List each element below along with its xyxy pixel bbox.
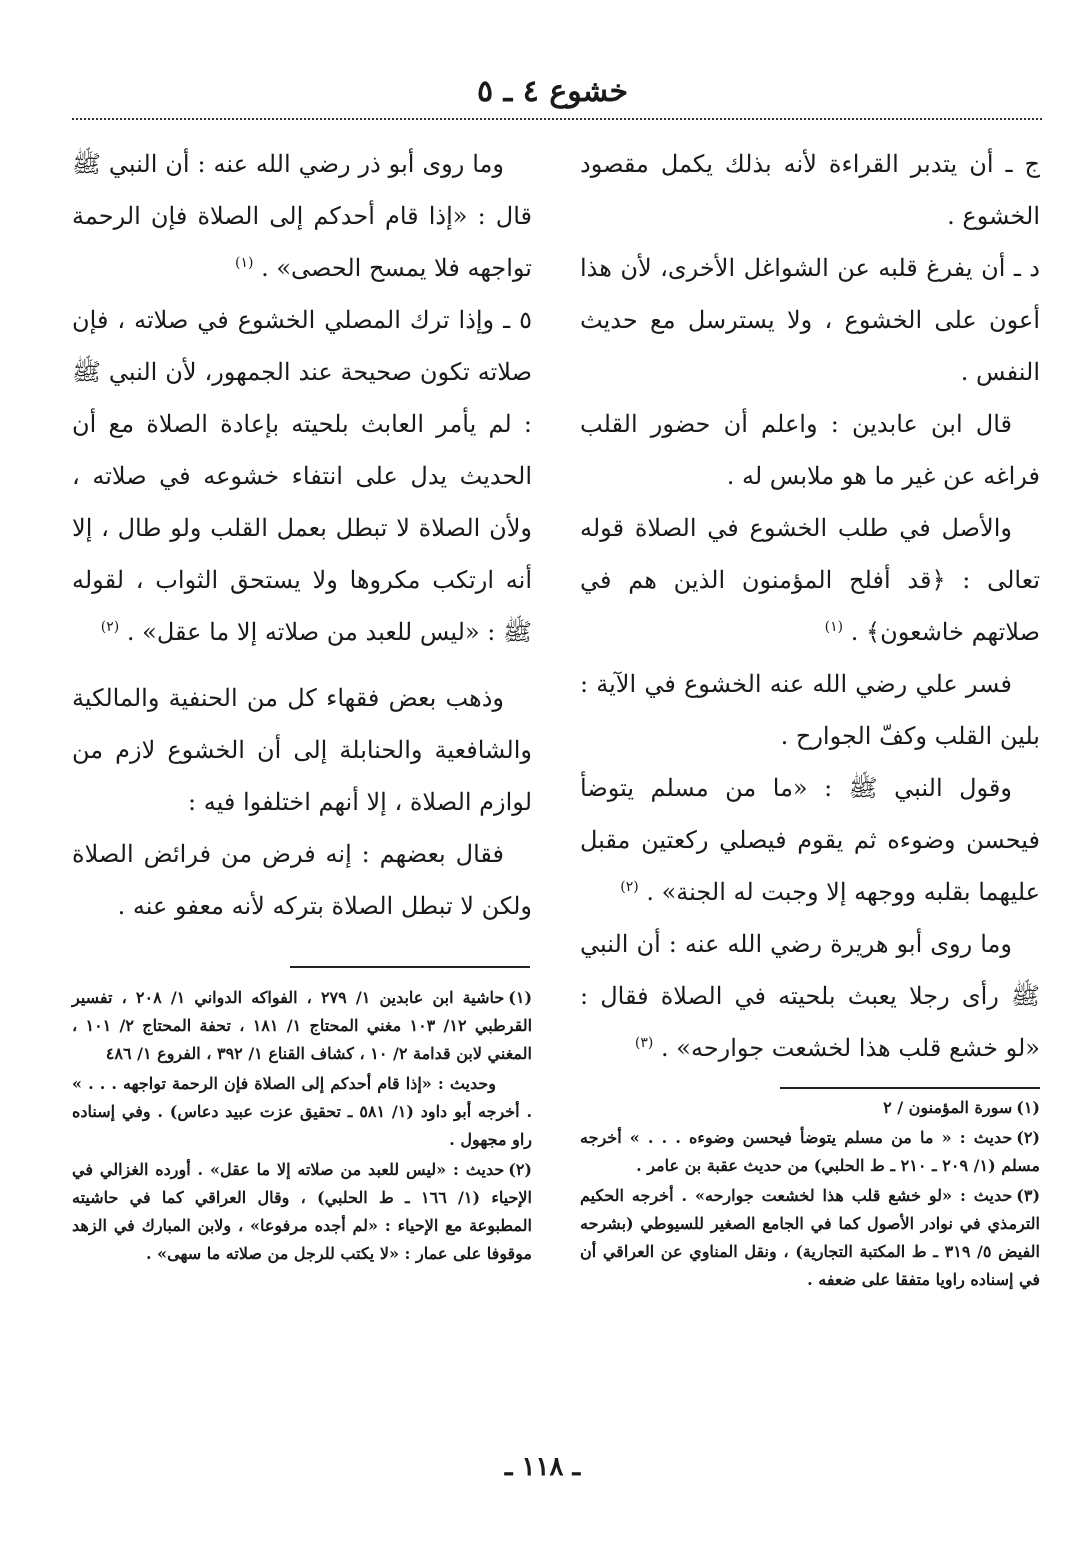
footnote-text: حاشية ابن عابدين ١/ ٢٧٩ ، الفواكه الدواني ١/ ٢٠٨ ، تفسير القرطبي ١٢/ ١٠٣ مغني المحتاج ١/ ١٨١ ، تحفة المحتاج ٢/ ١٠١ ، المغني لابن قدامة ٢/ ١٠ ، كشاف القناع ١/ ٣٩٢ ، الفروع ١/ ٤٨٦ — [72, 988, 533, 1063]
footnote-number: (٢) — [1016, 1128, 1040, 1147]
footnote — [580, 1094, 1040, 1122]
paragraph — [72, 138, 532, 294]
footnote-ref: (١) — [824, 619, 844, 635]
footnotes-left — [72, 984, 532, 1270]
footnote-number: (٣) — [1016, 1186, 1041, 1205]
footnote-ref: (١) — [235, 255, 254, 271]
footnote-separator-left — [290, 966, 530, 968]
paragraph — [580, 138, 1040, 242]
footnote-number: (١) — [508, 988, 533, 1007]
footnote-ref: (٢) — [100, 619, 120, 635]
paragraph — [72, 294, 532, 658]
paragraph-text: والأصل في طلب الخشوع في الصلاة قوله تعالى : ﴿قد أفلح المؤمنون الذين هم في صلاتهم خاشعون﴾ . — [580, 514, 1040, 646]
right-column — [580, 138, 1040, 1074]
paragraph-text: د ـ أن يفرغ قلبه عن الشواغل الأخرى، لأن هذا أعون على الخشوع ، ولا يسترسل مع حديث النفس . — [580, 254, 1040, 386]
footnote-text: وحديث : «إذا قام أحدكم إلى الصلاة فإن الرحمة تواجهه . . . » . أخرجه أبو داود (١/ ٥٨١ ـ تحقيق عزت عبيد دعاس) . وفي إسناده راو مجهول . — [72, 1074, 533, 1149]
paragraph — [72, 828, 532, 932]
paragraph — [580, 762, 1040, 918]
paragraph-text: قال ابن عابدين : واعلم أن حضور القلب فراغه عن غير ما هو ملابس له . — [580, 410, 1040, 490]
running-header: خشوع ٤ ـ ٥ — [476, 74, 629, 109]
footnote — [72, 984, 532, 1068]
paragraph — [72, 672, 532, 828]
footnote-text: حديث : «لو خشع قلب هذا لخشعت جوارحه» . أخرجه الحكيم الترمذي في نوادر الأصول كما في الجامع الصغير للسيوطي (بشرحه الفيض ٥/ ٣١٩ ـ ط المكتبة التجارية) ، ونقل المناوي عن العراقي أن في إسناده راويا متفقا على ضعفه . — [580, 1186, 1040, 1289]
footnote-number: (١) — [1016, 1098, 1040, 1117]
paragraph-text: وما روى أبو ذر رضي الله عنه : أن النبي ﷺ قال : «إذا قام أحدكم إلى الصلاة فإن الرحمة تواجهه فلا يمسح الحصى» . — [72, 150, 532, 282]
paragraph — [580, 658, 1040, 762]
paragraph-text: وذهب بعض فقهاء كل من الحنفية والمالكية والشافعية والحنابلة إلى أن الخشوع لازم من لوازم الصلاة ، إلا أنهم اختلفوا فيه : — [72, 684, 532, 816]
footnote-ref: (٣) — [634, 1035, 654, 1051]
footnote-ref: (٢) — [620, 879, 639, 895]
paragraph-text: وقول النبي ﷺ : «ما من مسلم يتوضأ فيحسن وضوءه ثم يقوم فيصلي ركعتين مقبل عليهما بقلبه ووجهه إلا وجبت له الجنة» . — [580, 774, 1040, 906]
paragraph-text: ٥ ـ وإذا ترك المصلي الخشوع في صلاته ، فإن صلاته تكون صحيحة عند الجمهور، لأن النبي ﷺ : لم يأمر العابث بلحيته بإعادة الصلاة مع أن الحديث يدل على انتفاء خشوعه في صلاته ، ولأن الصلاة لا تبطل بعمل القلب ولو طال ، إلا أنه ارتكب مكروها ولا يستحق الثواب ، لقوله ﷺ : «ليس للعبد من صلاته إلا ما عقل» . — [72, 306, 532, 646]
paragraph — [580, 502, 1040, 658]
footnote-text: حديث : «ليس للعبد من صلاته إلا ما عقل» . أورده الغزالي في الإحياء (١/ ١٦٦ ـ ط الحلبي) ، وقال العراقي كما في حاشيته المطبوعة مع الإحياء : «لم أجده مرفوعا» ، ولابن المبارك في الزهد موقوفا على عمار : «لا يكتب للرجل من صلاته ما سهى» . — [72, 1160, 533, 1263]
left-column — [72, 138, 532, 932]
footnote — [580, 1124, 1040, 1180]
paragraph-text: ج ـ أن يتدبر القراءة لأنه بذلك يكمل مقصود الخشوع . — [580, 150, 1040, 230]
paragraph — [580, 242, 1040, 398]
footnotes-right — [580, 1094, 1040, 1296]
footnote — [72, 1156, 532, 1268]
paragraph — [580, 918, 1040, 1074]
paragraph — [580, 398, 1040, 502]
paragraph-text: وما روى أبو هريرة رضي الله عنه : أن النبي ﷺ رأى رجلا يعبث بلحيته في الصلاة فقال : «لو خشع قلب هذا لخشعت جوارحه» . — [580, 930, 1040, 1062]
page-number: ـ ١١٨ ـ — [504, 1452, 581, 1482]
footnote — [580, 1182, 1040, 1294]
paragraph-text: فسر علي رضي الله عنه الخشوع في الآية : بلين القلب وكفّ الجوارح . — [580, 670, 1040, 750]
footnote-text: سورة المؤمنون / ٢ — [883, 1098, 1013, 1117]
footnote-text: حديث : « ما من مسلم يتوضأ فيحسن وضوءه . . . » أخرجه مسلم (١/ ٢٠٩ ـ ٢١٠ ـ ط الحلبي) من حديث عقبة بن عامر . — [580, 1128, 1040, 1175]
paragraph-text: فقال بعضهم : إنه فرض من فرائض الصلاة ولكن لا تبطل الصلاة بتركه لأنه معفو عنه . — [72, 840, 532, 920]
header-dotted-rule — [72, 118, 1042, 120]
footnote — [72, 1070, 532, 1154]
footnote-number: (٢) — [508, 1160, 532, 1179]
footnote-separator-right — [780, 1087, 1040, 1089]
